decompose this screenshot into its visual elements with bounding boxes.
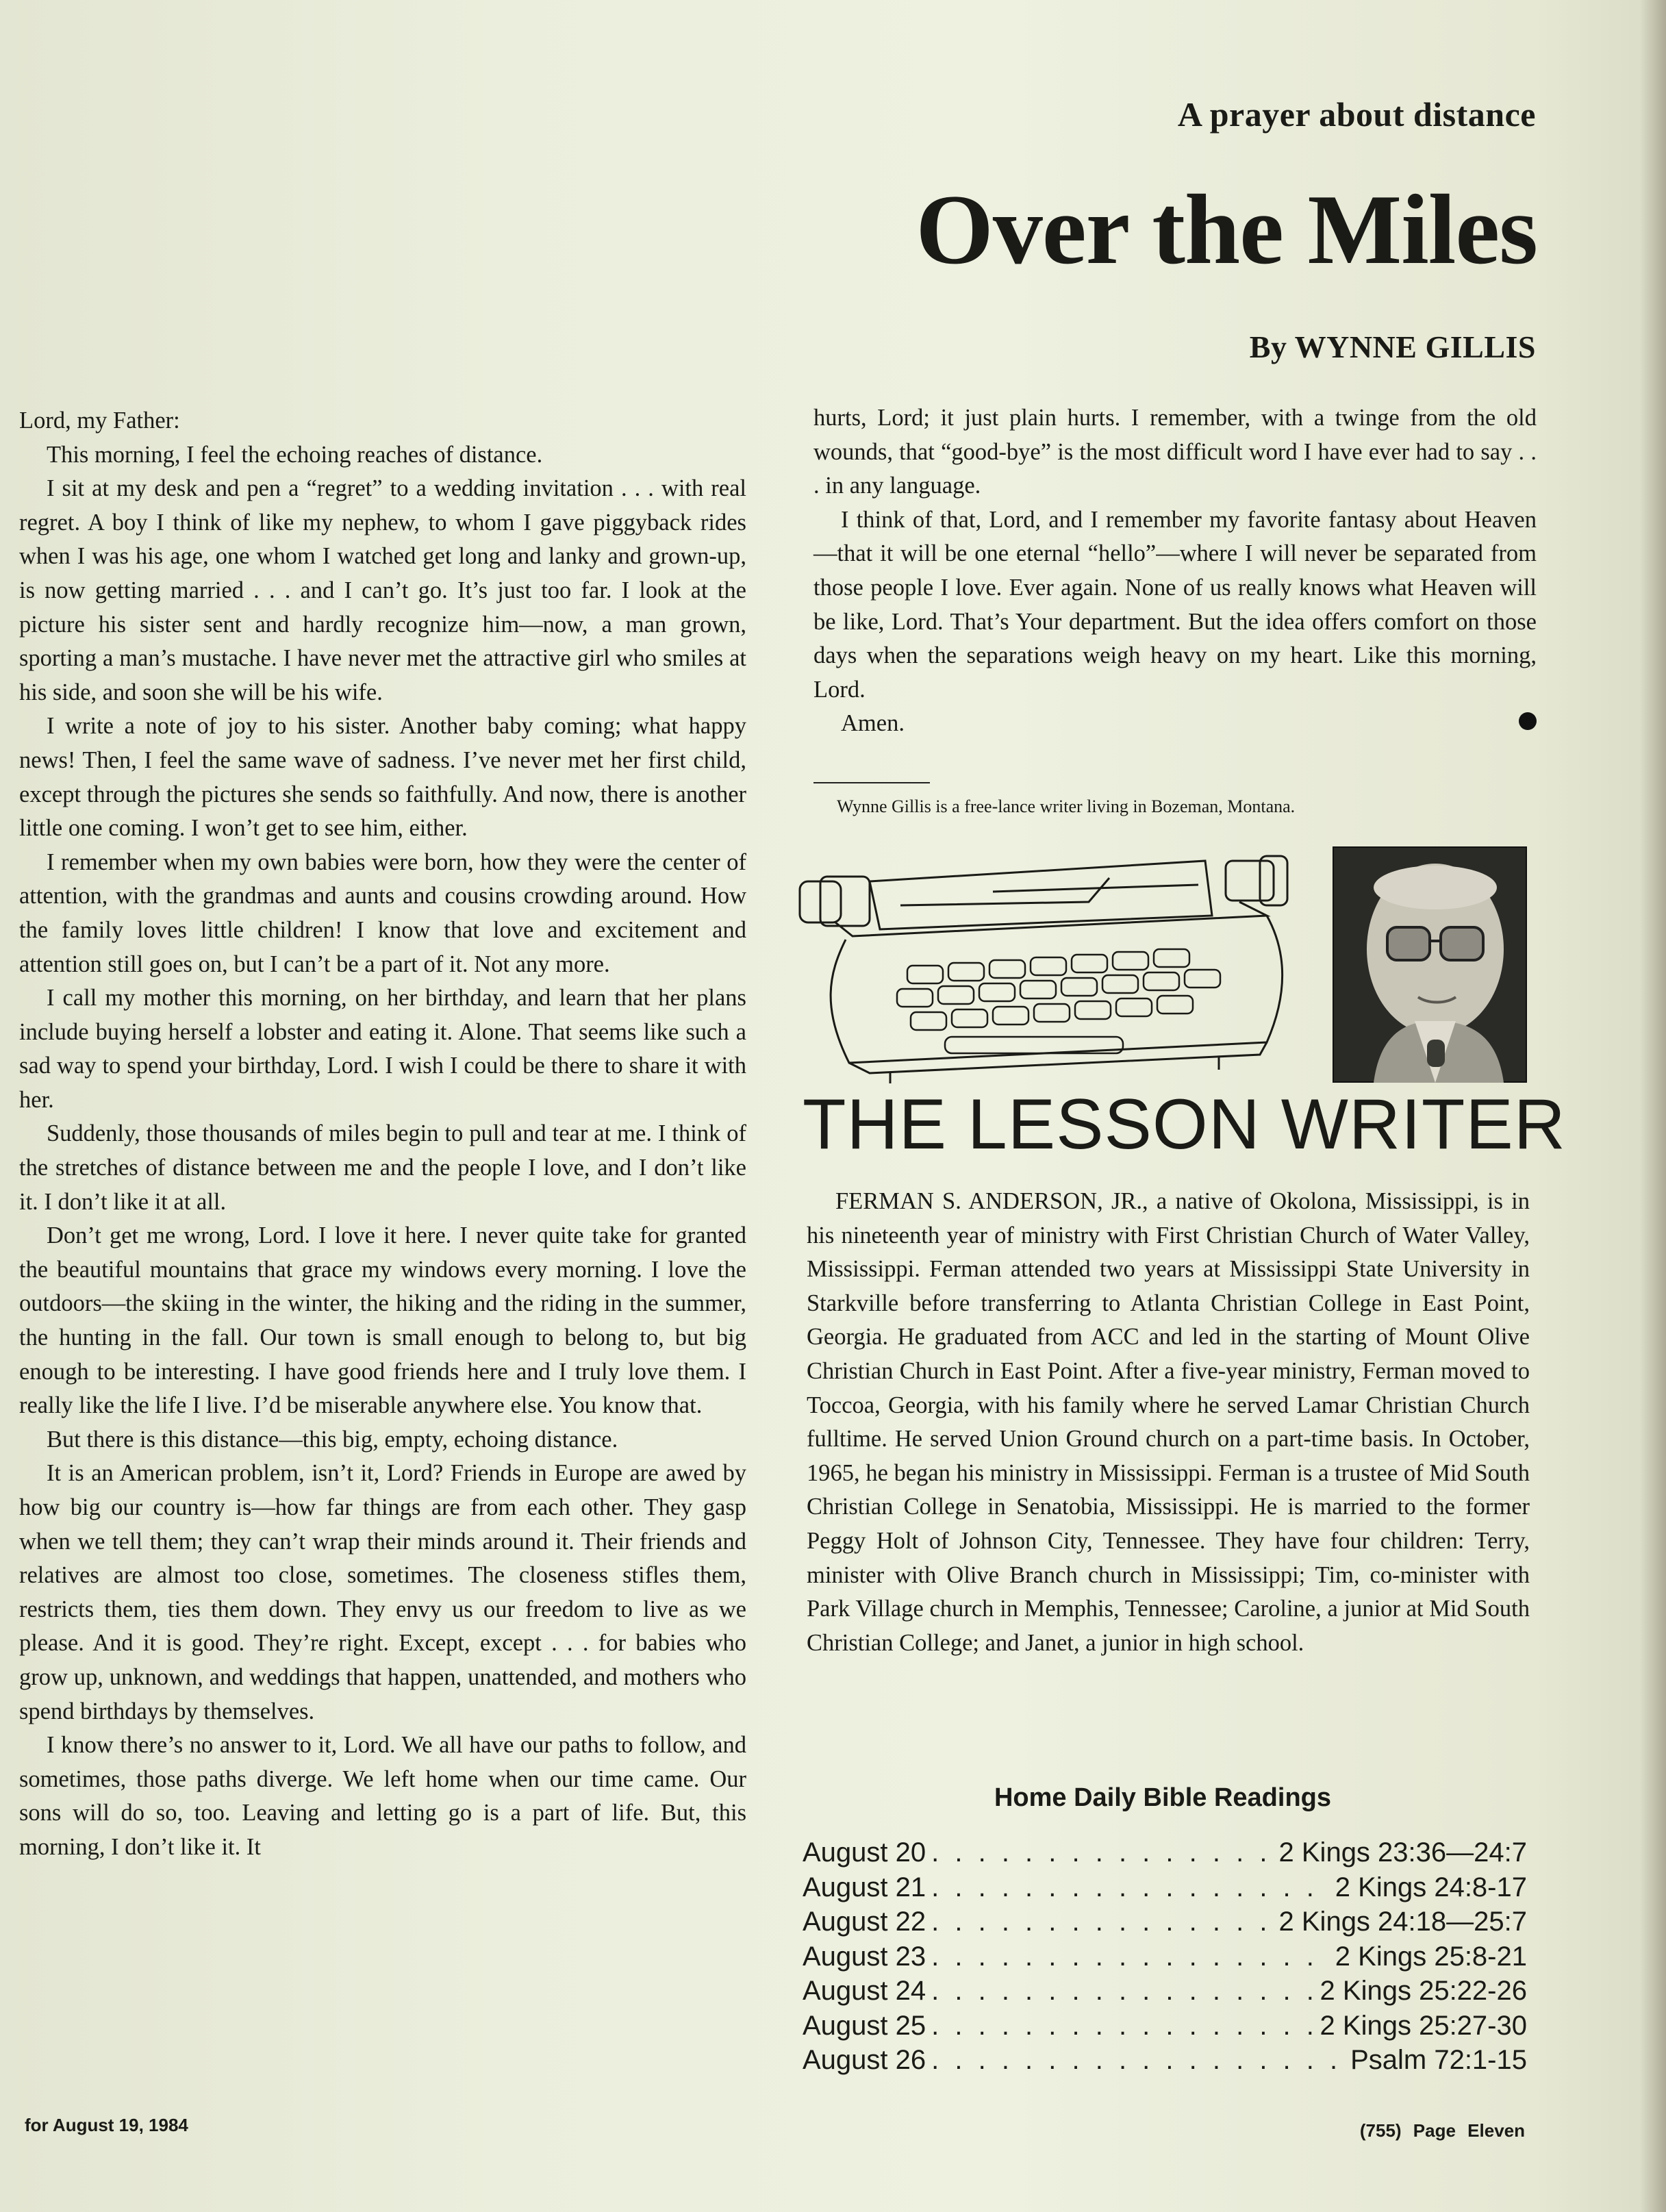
footer-date: for August 19, 1984 (25, 2115, 188, 2135)
leader-dots (931, 2009, 1314, 2044)
prayer-column-right (813, 401, 1537, 741)
reading-row (803, 1905, 1527, 1939)
prayer-column-left (19, 404, 746, 1865)
prayer-paragraph: I know there’s no answer to it, Lord. We all have our paths to follow, and sometimes, those paths diverge. We left home when our time came. Our sons will do so, too. Leaving and letting go is a part of life. But, this morning, I don’t like it. It (19, 1732, 746, 1860)
reading-reference: 2 Kings 23:36—24:7 (1278, 1837, 1527, 1868)
reading-row (803, 1835, 1527, 1870)
page-edge-shadow (1640, 0, 1666, 2212)
prayer-paragraph: I think of that, Lord, and I remember my favorite fantasy about Heaven—that it will be one eternal “hello”—where I will never be separated from those people I love. Ever again. None of us really knows what Heaven will be like, Lord. That’s Your department. But the idea offers comfort on those days when the separations weigh heavy on my heart. Like this morning, Lord. (813, 506, 1537, 703)
reading-date: August 20 (803, 1837, 926, 1868)
leader-dots (931, 1939, 1330, 1974)
reading-row (803, 2009, 1527, 2044)
author-bio: Wynne Gillis is a free-lance writer living in Bozeman, Montana. (837, 796, 1296, 816)
reading-date: August 24 (803, 1976, 926, 2006)
readings-heading: Home Daily Bible Readings (994, 1783, 1331, 1812)
reading-reference: 2 Kings 25:27-30 (1320, 2010, 1527, 2041)
reading-reference: 2 Kings 24:8-17 (1335, 1872, 1527, 1902)
amen-row (813, 707, 1537, 741)
prayer-paragraph-continued: hurts, Lord; it just plain hurts. I remember, with a twinge from the old wounds, that “good-bye” is the most difficult word I have ever had to say . . . in any language. (813, 405, 1537, 499)
reading-row (803, 1974, 1527, 2009)
prayer-salutation: Lord, my Father: (19, 407, 180, 433)
reading-reference: 2 Kings 25:8-21 (1335, 1941, 1527, 1972)
prayer-paragraph: Suddenly, those thousands of miles begin to pull and tear at me. I think of the stretches of distance between me and the people I love, and I don’t like it. I don’t like it at all. (19, 1120, 746, 1215)
reading-row (803, 1939, 1527, 1974)
reading-row (803, 1870, 1527, 1905)
prayer-paragraph: I call my mother this morning, on her birthday, and learn that her plans include buying herself a lobster and eating it. Alone. That seems like such a sad way to spend your birthday, Lord. I wish I could be there to share it with her. (19, 985, 746, 1113)
article-byline: By WYNNE GILLIS (1249, 329, 1536, 364)
lesson-writer-heading: THE LESSON WRITER (803, 1085, 1566, 1164)
prayer-paragraph: I sit at my desk and pen a “regret” to a wedding invitation . . . with real regret. A boy I think of like my nephew, to whom I gave piggyback rides when I was his age, one whom I watched get long and lanky and grown-up, is now getting married . . . and I can’t go. It’s just too far. I look at the picture his sister sent and hardly recognize him—now, a man grown, sporting a man’s mustache. I have never met the attractive girl who smiles at his side, and soon she will be his wife. (19, 475, 746, 705)
prayer-paragraph: It is an American problem, isn’t it, Lord? Friends in Europe are awed by how big our country is—how far things are from each other. They gasp when we tell them; they can’t wrap their minds around it. Their friends and relatives are almost too close, sometimes. The closeness stifles them, restricts them, ties them down. They envy us our freedom to live as we please. And it is good. They’re right. Except, except . . . for babies who grow up, unknown, and weddings that happen, unattended, and mothers who spend birthdays by themselves. (19, 1460, 746, 1724)
typewriter-icon (787, 837, 1315, 1090)
reading-date: August 26 (803, 2045, 926, 2075)
lesson-writer-bio: FERMAN S. ANDERSON, JR., a native of Okolona, Mississippi, is in his nineteenth year of ministry with First Christian Church of Water Valley, Mississippi. Ferman attended two years at Mississippi State University in Starkville before transferring to Atlanta Christian College in East Point, Georgia. He graduated from ACC and led in the starting of Mount Olive Christian Church in East Point. After a five-year ministry, Ferman moved to Toccoa, Georgia, with his family where he served Lamar Christian Church fulltime. He served Union Ground church on a part-time basis. In October, 1965, he began his ministry in Mississippi. Ferman is a trustee of Mid South Christian College in Senatobia, Mississippi. He is married to the former Peggy Holt of Johnson City, Tennessee. They have four children: Terry, minister with Olive Branch church in Mississippi; Tim, co-minister with Park Village church in Memphis, Tennessee; Caroline, a junior at Mid South Christian College; and Janet, a junior in high school. (807, 1188, 1530, 1656)
prayer-paragraph: Don’t get me wrong, Lord. I love it here. I never quite take for granted the beautiful mountains that grace my windows every morning. I love the outdoors—the skiing in the winter, the hiking and the riding in the summer, the hunting in the fall. Our town is small enough to belong to, but big enough to be interesting. I have good friends here and I truly love them. I really like the life I live. I’d be miserable anywhere else. You know that. (19, 1222, 746, 1419)
leader-dots (931, 1835, 1273, 1870)
reading-date: August 22 (803, 1907, 926, 1937)
leader-dots (931, 1974, 1314, 2009)
readings-list (803, 1835, 1527, 2078)
reading-row (803, 2043, 1527, 2078)
reading-date: August 25 (803, 2010, 926, 2041)
article-title: Over the Miles (916, 174, 1537, 285)
reading-reference: Psalm 72:1-15 (1350, 2045, 1527, 2075)
reading-reference: 2 Kings 24:18—25:7 (1278, 1907, 1527, 1937)
leader-dots (931, 2043, 1345, 2078)
footer-page-number: (755) Page Eleven (1359, 2120, 1525, 2141)
prayer-amen: Amen. (841, 710, 905, 737)
leader-dots (931, 1905, 1273, 1939)
reading-reference: 2 Kings 25:22-26 (1320, 1976, 1527, 2006)
prayer-paragraph: This morning, I feel the echoing reaches of distance. (47, 441, 543, 468)
reading-date: August 23 (803, 1941, 926, 1972)
prayer-paragraph: I remember when my own babies were born, how they were the center of attention, with the grandmas and aunts and cousins crowding around. How the family loves little children! I know that love and excitement and attention still goes on, but I can’t be a part of it. Not any more. (19, 849, 746, 977)
prayer-paragraph: I write a note of joy to his sister. Another baby coming; what happy news! Then, I feel the same wave of sadness. I’ve never met her first child, except through the pictures she sends so faithfully. And now, there is another little one coming. I won’t get to see him, either. (19, 713, 746, 842)
leader-dots (931, 1870, 1330, 1905)
article-kicker: A prayer about distance (1177, 95, 1536, 134)
bio-divider (813, 782, 930, 783)
author-portrait-photo (1333, 846, 1527, 1083)
prayer-paragraph: But there is this distance—this big, empty, echoing distance. (47, 1426, 618, 1453)
reading-date: August 21 (803, 1872, 926, 1902)
